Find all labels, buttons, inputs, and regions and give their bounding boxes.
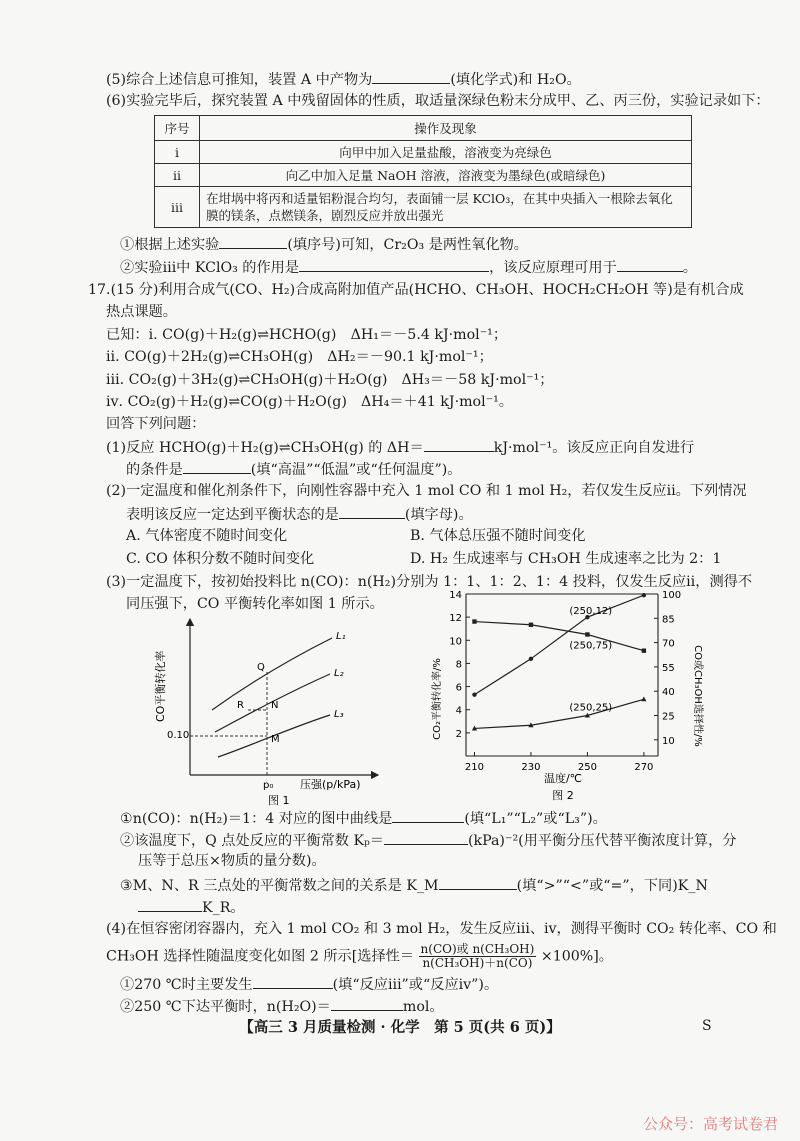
answer-blank[interactable]	[339, 504, 405, 519]
series-line-1	[474, 622, 643, 651]
text: ②该温度下，Q 点处反应的平衡常数 Kₚ＝	[120, 833, 384, 849]
known-eq-iii: ⅲ. CO₂(g)＋3H₂(g)⇌CH₃OH(g)＋H₂O(g) ΔH₃＝－58 kJ·mol⁻¹；	[106, 372, 554, 388]
fig1-caption: 图 1	[268, 794, 290, 807]
table-header-no: 序号	[155, 116, 200, 141]
q17-part3-cont: 同压强下，CO 平衡转化率如图 1 所示。	[126, 596, 384, 612]
option-b: B. 气体总压强不随时间变化	[410, 528, 586, 544]
q16-part6: (6)实验完毕后，探究装置 A 中残留固体的性质，取适量深绿色粉末分成甲、乙、丙三份，实验记录如下：	[106, 93, 770, 109]
known-eq-iv: ⅳ. CO₂(g)＋H₂(g)⇌CO(g)＋H₂O(g) ΔH₄＝＋41 kJ·mol⁻¹。	[106, 394, 513, 410]
answer-blank[interactable]	[299, 257, 489, 272]
q17-sub32	[120, 830, 737, 850]
x-tick-label: 230	[521, 762, 541, 773]
q17-part4: (4)在恒容密闭容器内，充入 1 mol CO₂ 和 3 mol H₂，发生反应ⅲ、ⅳ，测得平衡时 CO₂ 转化率、CO 和	[106, 921, 777, 937]
answer-blank[interactable]	[617, 257, 683, 272]
figure-1	[150, 612, 390, 807]
table-row	[155, 187, 692, 228]
point-N: N	[271, 700, 279, 711]
label-L3: L₃	[334, 709, 344, 720]
text: (1)反应 HCHO(g)＋H₂(g)⇌CH₃OH(g) 的 ΔH＝	[106, 440, 424, 456]
answer-blank[interactable]	[424, 437, 494, 452]
text: ，该反应原理可用于	[489, 260, 617, 276]
point-Q: Q	[257, 662, 265, 673]
row-text: 向甲中加入足量盐酸，溶液变为亮绿色	[200, 141, 692, 164]
y-tick-label: 14	[449, 590, 462, 601]
watermark: 公众号：高考试卷君	[642, 1115, 778, 1133]
y2-tick-label: 25	[662, 711, 675, 723]
table-header-op: 操作及现象	[200, 116, 692, 141]
row-no: ⅰ	[155, 141, 200, 164]
figure-2	[408, 584, 718, 804]
y2-tick-label: 40	[662, 687, 675, 699]
text: (填序号)可知，Cr₂O₃ 是两性氧化物。	[287, 237, 528, 253]
y-tick-label: 4	[455, 705, 462, 717]
q17-sub33	[120, 875, 708, 895]
answer-blank[interactable]	[331, 996, 403, 1011]
q17-sub41	[120, 974, 498, 994]
q16-sub1	[120, 234, 528, 254]
text: 。	[682, 260, 697, 276]
q17-sub32-cont: 压等于总压×物质的量分数)。	[138, 853, 326, 869]
text: kJ·mol⁻¹。该反应正向自发进行	[493, 440, 695, 456]
data-point	[472, 692, 476, 696]
fraction-numerator: n(CO)或 n(CH₃OH)	[420, 942, 535, 956]
q16-part5	[106, 69, 581, 89]
row-no: ⅲ	[155, 187, 200, 228]
annotation: (250,25)	[569, 702, 613, 714]
answer-blank[interactable]	[183, 459, 251, 474]
y2-tick-label: 85	[662, 614, 675, 626]
data-point	[472, 619, 476, 623]
y-tick-label: 12	[449, 613, 462, 625]
y-tick-label: 2	[455, 728, 462, 740]
text: 的条件是	[126, 462, 183, 478]
text: ①根据上述实验	[120, 237, 220, 253]
q17-sub42	[120, 996, 444, 1016]
table-row	[155, 164, 692, 187]
text: K_R。	[202, 900, 245, 916]
page-footer: 【高三 3 月质量检测 · 化学 第 5 页(共 6 页)】	[239, 1019, 561, 1036]
fig2-y2label: CO或CH₃OH选择性/%	[692, 645, 703, 747]
table-row	[155, 141, 692, 164]
text: ②实验ⅲ中 KClO₃ 的作用是	[120, 260, 300, 276]
answer-blank[interactable]	[372, 69, 450, 84]
x-tick-label: 210	[464, 762, 485, 773]
fig1-xlabel: 压强(p/kPa)	[300, 778, 361, 791]
answer-blank[interactable]	[219, 234, 287, 249]
answer-blank[interactable]	[392, 808, 464, 823]
fig2-caption: 图 2	[552, 789, 574, 802]
point-M: M	[271, 734, 280, 745]
fraction-denominator: n(CH₃OH)＋n(CO)	[422, 956, 533, 970]
text: (填“高温”“低温”或“任何温度”)。	[250, 462, 462, 478]
series-line-0	[474, 595, 643, 695]
text: (kPa)⁻²(用平衡分压代替平衡浓度计算，分	[467, 833, 737, 849]
y2-tick-label: 70	[662, 638, 675, 650]
option-c: C. CO 体积分数不随时间变化	[126, 551, 315, 567]
known-eq-i: 已知：ⅰ. CO(g)＋H₂(g)⇌HCHO(g) ΔH₁＝－5.4 kJ·mol⁻¹；	[106, 327, 508, 343]
answer-blank[interactable]	[384, 830, 468, 845]
footer-mark: S	[702, 1018, 712, 1034]
text: (填“L₁”“L₂”或“L₃”)。	[464, 811, 607, 827]
y-tick-label: 6	[455, 682, 462, 694]
selectivity-fraction	[419, 943, 537, 970]
data-point	[585, 632, 589, 636]
text: 表明该反应一定达到平衡状态的是	[126, 507, 339, 523]
x-tick-label: 270	[634, 762, 654, 773]
text: ×100%]。	[540, 948, 613, 965]
y2-tick-label: 55	[662, 662, 675, 674]
data-point	[529, 657, 533, 661]
text: CH₃OH 选择性随温度变化如图 2 所示[选择性＝	[106, 948, 415, 965]
fig2-xlabel: 温度/℃	[543, 772, 583, 785]
fig2-ylabel: CO₂平衡转化率/%	[432, 658, 443, 740]
data-point	[641, 697, 646, 702]
data-point	[529, 623, 533, 627]
q17-part1	[106, 437, 694, 457]
text: (5)综合上述信息可推知，装置 A 中产物为	[106, 72, 373, 88]
annotation: (250,12)	[569, 606, 613, 618]
text: ①n(CO)：n(H₂)＝1：4 对应的图中曲线是	[120, 811, 393, 827]
y-tick-label: 10	[449, 636, 462, 648]
option-d: D. H₂ 生成速率与 CH₃OH 生成速率之比为 2：1	[410, 551, 722, 567]
q16-sub2	[120, 257, 697, 277]
answer-blank[interactable]	[439, 875, 517, 890]
text: (填化学式)和 H₂O。	[450, 72, 581, 88]
q17-part3: (3)一定温度下，按初始投料比 n(CO)：n(H₂)分别为 1：1、1：2、1：4 投料，仅发生反应ⅱ，测得不	[106, 574, 753, 590]
text: (填“反应ⅲ”或“反应ⅳ”)。	[332, 977, 499, 993]
label-L1: L₁	[336, 631, 346, 642]
annotation: (250,75)	[569, 640, 613, 652]
text: (填“>”“<”或“=”，下同)K_N	[516, 878, 708, 894]
series-line-2	[474, 699, 643, 728]
fig1-tick-x: p₀	[263, 780, 274, 791]
text: ①270 ℃时主要发生	[120, 977, 253, 993]
row-no: ⅱ	[155, 164, 200, 187]
answer-blank[interactable]	[253, 974, 333, 989]
answer-blank[interactable]	[138, 897, 202, 912]
q17-intro-cont: 热点课题。	[106, 304, 177, 320]
known-eq-ii: ⅱ. CO(g)＋2H₂(g)⇌CH₃OH(g) ΔH₂＝－90.1 kJ·mol⁻¹；	[106, 349, 493, 365]
data-point	[642, 593, 646, 597]
point-R: R	[237, 700, 244, 711]
fig1-ylabel: CO平衡转化率	[154, 650, 167, 722]
row-text: 在坩埚中将丙和适量铝粉混合均匀，表面铺一层 KClO₃，在其中央插入一根除去氧化膜的镁条，点燃镁条，剧烈反应并放出强光	[200, 187, 692, 228]
text: mol。	[402, 999, 444, 1015]
fig1-tick-y: 0.10	[167, 730, 190, 741]
q17-part1-cont	[126, 459, 461, 479]
q17-part2: (2)一定温度和催化剂条件下，向刚性容器中充入 1 mol CO 和 1 mol H₂，若仅发生反应ⅱ。下列情况	[106, 483, 747, 499]
y-tick-label: 8	[455, 659, 462, 671]
option-a: A. 气体密度不随时间变化	[126, 528, 288, 544]
q17-sub33-cont	[138, 897, 245, 917]
q17-sub31	[120, 808, 607, 828]
answer-heading: 回答下列问题：	[106, 416, 206, 432]
y2-tick-label: 100	[662, 590, 682, 601]
text: (填字母)。	[404, 507, 473, 523]
label-L2: L₂	[334, 668, 344, 679]
y2-tick-label: 10	[662, 735, 675, 747]
q17-part2-cont	[126, 504, 473, 524]
x-tick-label: 250	[577, 762, 597, 773]
data-point	[642, 649, 646, 653]
q17-intro: 17.(15 分)利用合成气(CO、H₂)合成高附加值产品(HCHO、CH₃OH、HOCH₂CH₂OH 等)是有机合成	[88, 282, 744, 298]
experiment-table	[154, 115, 692, 228]
text: ③M、N、R 三点处的平衡常数之间的关系是 K_M	[120, 878, 439, 894]
text: ②250 ℃下达平衡时，n(H₂O)＝	[120, 999, 331, 1015]
q17-part4-cont	[106, 943, 613, 971]
row-text: 向乙中加入足量 NaOH 溶液，溶液变为墨绿色(或暗绿色)	[200, 164, 692, 187]
